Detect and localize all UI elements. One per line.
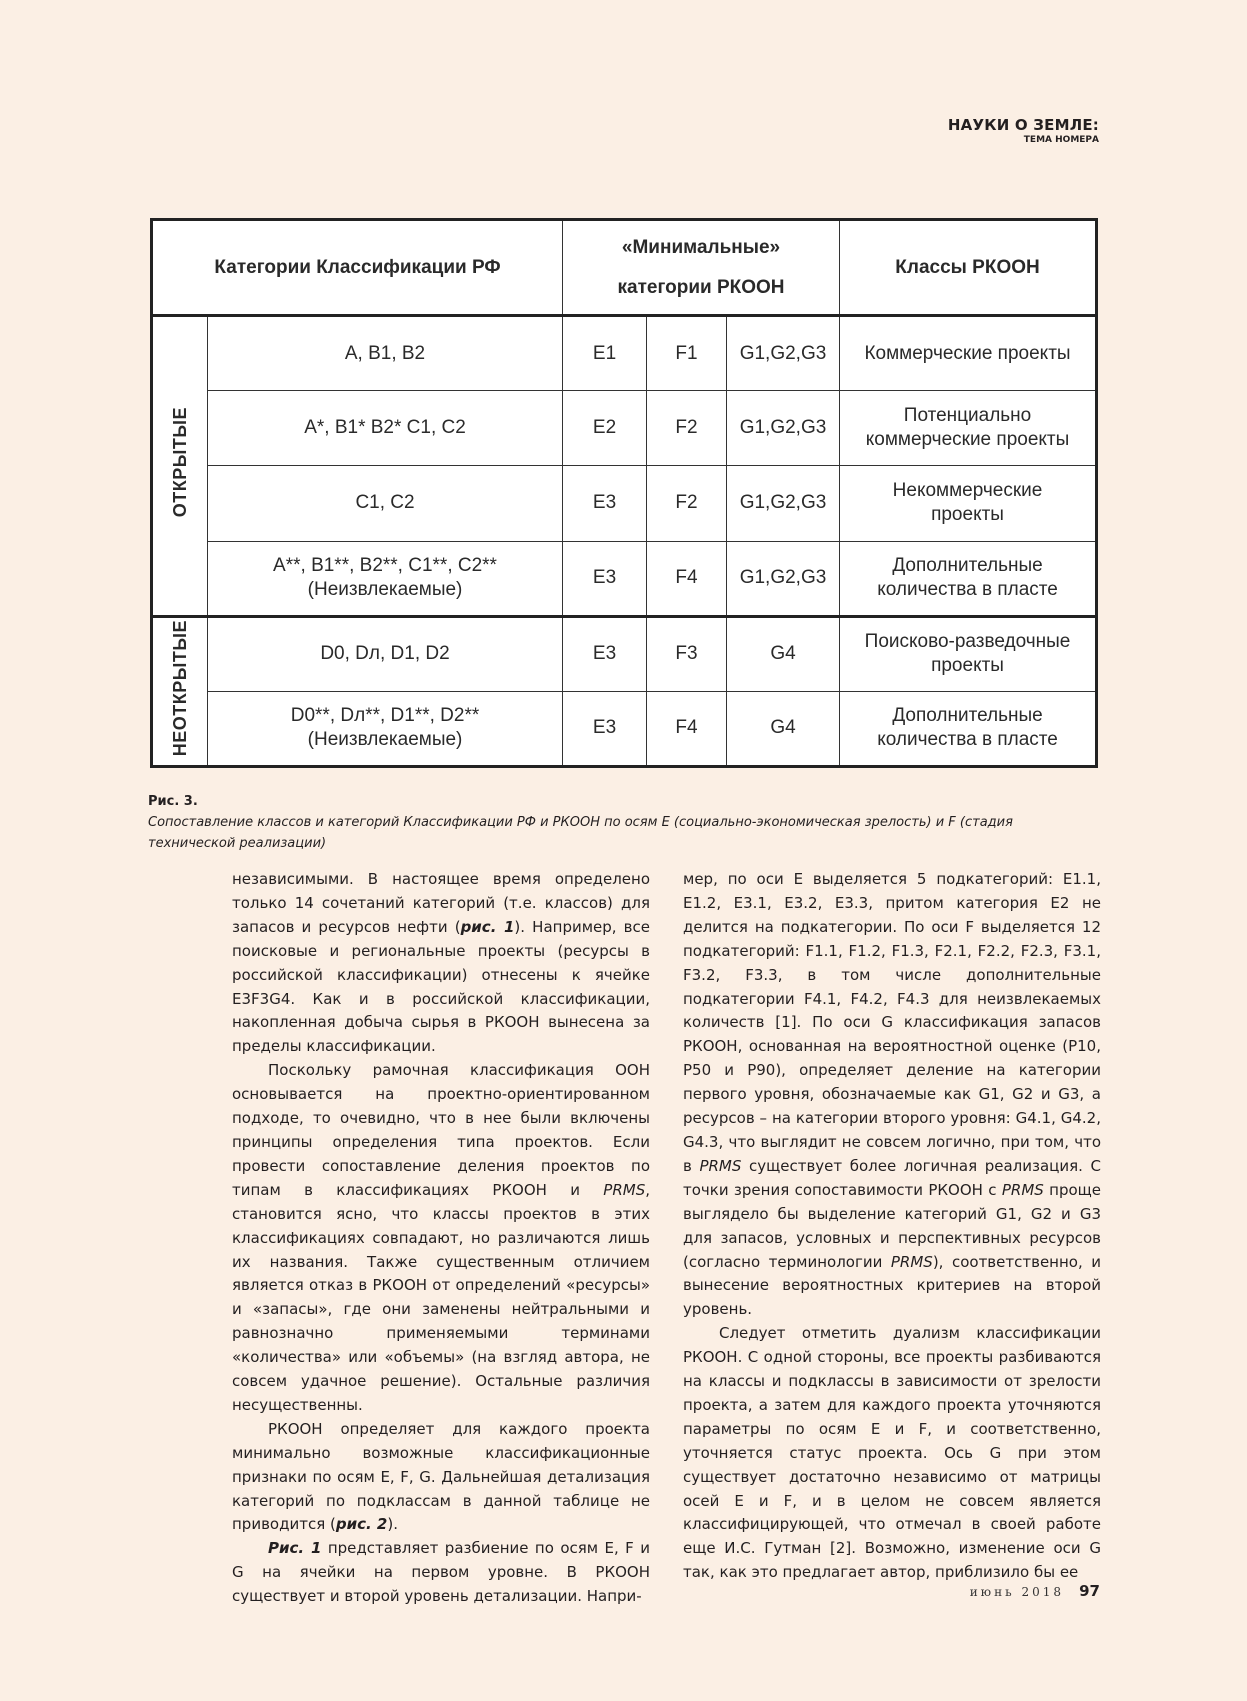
header-unfc-classes: Классы РКООН <box>840 220 1097 316</box>
g-cell: G4 <box>727 616 840 691</box>
g-cell: G1,G2,G3 <box>727 466 840 541</box>
class-cell: Поисково-разведочные проекты <box>840 616 1097 691</box>
rf-categories-cell: D0, Dл, D1, D2 <box>208 616 563 691</box>
table-row <box>152 691 1097 766</box>
table-row <box>152 466 1097 541</box>
paragraph: Рис. 1 представляет разбиение по осям E, F и G на ячейки на первом уровне. В РКООН существует и второй уровень детализации. Напри- <box>232 1539 650 1606</box>
class-cell: Коммерческие проекты <box>840 316 1097 391</box>
caption-title: Рис. 3. <box>148 794 198 809</box>
paragraph: мер, по оси E выделяется 5 подкатегорий: E1.1, E1.2, E3.1, E3.2, E3.3, притом категория E2 не делится на подкатегории. По оси F выделяется 12 подкатегорий: F1.1, F1.2, F1.3, F2.1, F2.2, F2.3, F3.1, F3.2, F3.3, в том числе дополнительные подкатегории F4.1, F4.2, F4.3 для неизвлекаемых количеств [1]. По оси G классификация запасов РКООН, основанная на вероятностной оценке (P10, P50 и P90), определяет деление на категории первого уровня, обозначаемые как G1, G2 и G3, а ресурсов – на категории второго уровня: G4.1, G4.2, G4.3, что выглядит не совсем логично, при том, что в PRMS существует более логичная реализация. С точки зрения сопоставимости РКООН с PRMS проще выглядело бы выделение категорий G1, G2 и G3 для запасов, условных и перспективных ресурсов (согласно терминологии PRMS), соответственно, и вынесение вероятностных критериев на второй уровень. <box>683 870 1102 1319</box>
e-cell: E3 <box>563 466 647 541</box>
caption-text: Сопоставление классов и категорий Классификации РФ и РКООН по осям E (социально-экономическая зрелость) и F (стадия технической реализации) <box>148 815 1013 851</box>
section-header <box>948 116 1099 146</box>
page-footer <box>970 1581 1100 1600</box>
rf-categories-cell: C1, C2 <box>208 466 563 541</box>
figure-caption <box>148 791 1078 854</box>
group-open-label: ОТКРЫТЫЕ <box>152 316 208 617</box>
paragraph: РКООН определяет для каждого проекта минимально возможные классификационные признаки по осям E, F, G. Дальнейшая детализация категорий по подклассам в данной таблице не приводится (рис. 2). <box>232 1419 650 1534</box>
g-cell: G1,G2,G3 <box>727 316 840 391</box>
figure-ref: рис. 2 <box>335 1515 388 1534</box>
class-cell: Потенциально коммерческие проекты <box>840 391 1097 466</box>
group-closed-label: НЕОТКРЫТЫЕ <box>152 616 208 766</box>
right-column <box>683 868 1101 1585</box>
paragraph: независимыми. В настоящее время определено только 14 сочетаний категорий (т.е. классов) для запасов и ресурсов нефти (рис. 1). Например, все поисковые и региональные проекты (ресурсы в российской классификации) отнесены к ячейке E3F3G4. Как и в российской классификации, накопленная добыча сырья в РКООН вынесена за пределы классификации. <box>232 870 650 1056</box>
comparison-table <box>150 218 1098 768</box>
f-cell: F1 <box>647 316 727 391</box>
header-unfc-categories <box>563 220 840 316</box>
rf-categories-cell: A*, B1* B2* C1, C2 <box>208 391 563 466</box>
e-cell: E2 <box>563 391 647 466</box>
class-cell: Некоммерческие проекты <box>840 466 1097 541</box>
rf-categories-cell: A, B1, B2 <box>208 316 563 391</box>
section-subtitle: ТЕМА НОМЕРА <box>1023 135 1099 145</box>
e-cell: E3 <box>563 541 647 616</box>
header-unfc-line2: категории РКООН <box>617 276 785 298</box>
class-cell: Дополнительные количества в пласте <box>840 691 1097 766</box>
class-cell: Дополнительные количества в пласте <box>840 541 1097 616</box>
g-cell: G1,G2,G3 <box>727 541 840 616</box>
e-cell: E3 <box>563 691 647 766</box>
f-cell: F4 <box>647 691 727 766</box>
paragraph: Следует отметить дуализм классификации РКООН. С одной стороны, все проекты разбиваются на классы и подклассы в зависимости от зрелости проекта, а затем для каждого проекта уточняются параметры по осям E и F, и соответственно, уточняется статус проекта. Ось G при этом существует достаточно независимо от матрицы осей E и F, и в целом не совсем является классифицирующей, что отмечал в своей работе еще И.С. Гутман [2]. Возможно, изменение оси G так, как это предлагает автор, приблизило бы ее <box>683 1324 1101 1582</box>
table-row <box>152 316 1097 391</box>
table-row <box>152 391 1097 466</box>
f-cell: F4 <box>647 541 727 616</box>
header-unfc-line1: «Минимальные» <box>621 236 781 258</box>
figure-ref: Рис. 1 <box>268 1539 322 1558</box>
page-number: 97 <box>1079 1582 1100 1600</box>
f-cell: F2 <box>647 466 727 541</box>
table-row <box>152 616 1097 691</box>
paragraph: Поскольку рамочная классификация ООН основывается на проектно-ориентированном подходе, то очевидно, что в нее были включены принципы определения типа проектов. Если провести сопоставление деления проектов по типам в классификациях РКООН и PRMS, становится ясно, что классы проектов в этих классификациях совпадают, но различаются лишь их названия. Также существенным отличием является отказ в РКООН от определений «ресурсы» и «запасы», где они заменены нейтральными и равнозначно применяемыми терминами «количества» или «объемы» (на взгляд автора, не совсем удачное решение). Остальные различия несущественны. <box>232 1061 650 1414</box>
issue-date: июнь 2018 <box>969 1585 1065 1599</box>
rf-categories-cell: D0**, Dл**, D1**, D2** (Неизвлекаемые) <box>208 691 563 766</box>
f-cell: F2 <box>647 391 727 466</box>
e-cell: E3 <box>563 616 647 691</box>
section-title: НАУКИ О ЗЕМЛЕ: <box>947 116 1099 134</box>
e-cell: E1 <box>563 316 647 391</box>
left-column <box>232 868 650 1609</box>
table-row <box>152 541 1097 616</box>
rf-categories-cell: A**, B1**, B2**, C1**, C2** (Неизвлекаемые) <box>208 541 563 616</box>
figure-ref: рис. 1 <box>460 917 515 936</box>
f-cell: F3 <box>647 616 727 691</box>
g-cell: G1,G2,G3 <box>727 391 840 466</box>
g-cell: G4 <box>727 691 840 766</box>
header-rf-categories: Категории Классификации РФ <box>152 220 563 316</box>
